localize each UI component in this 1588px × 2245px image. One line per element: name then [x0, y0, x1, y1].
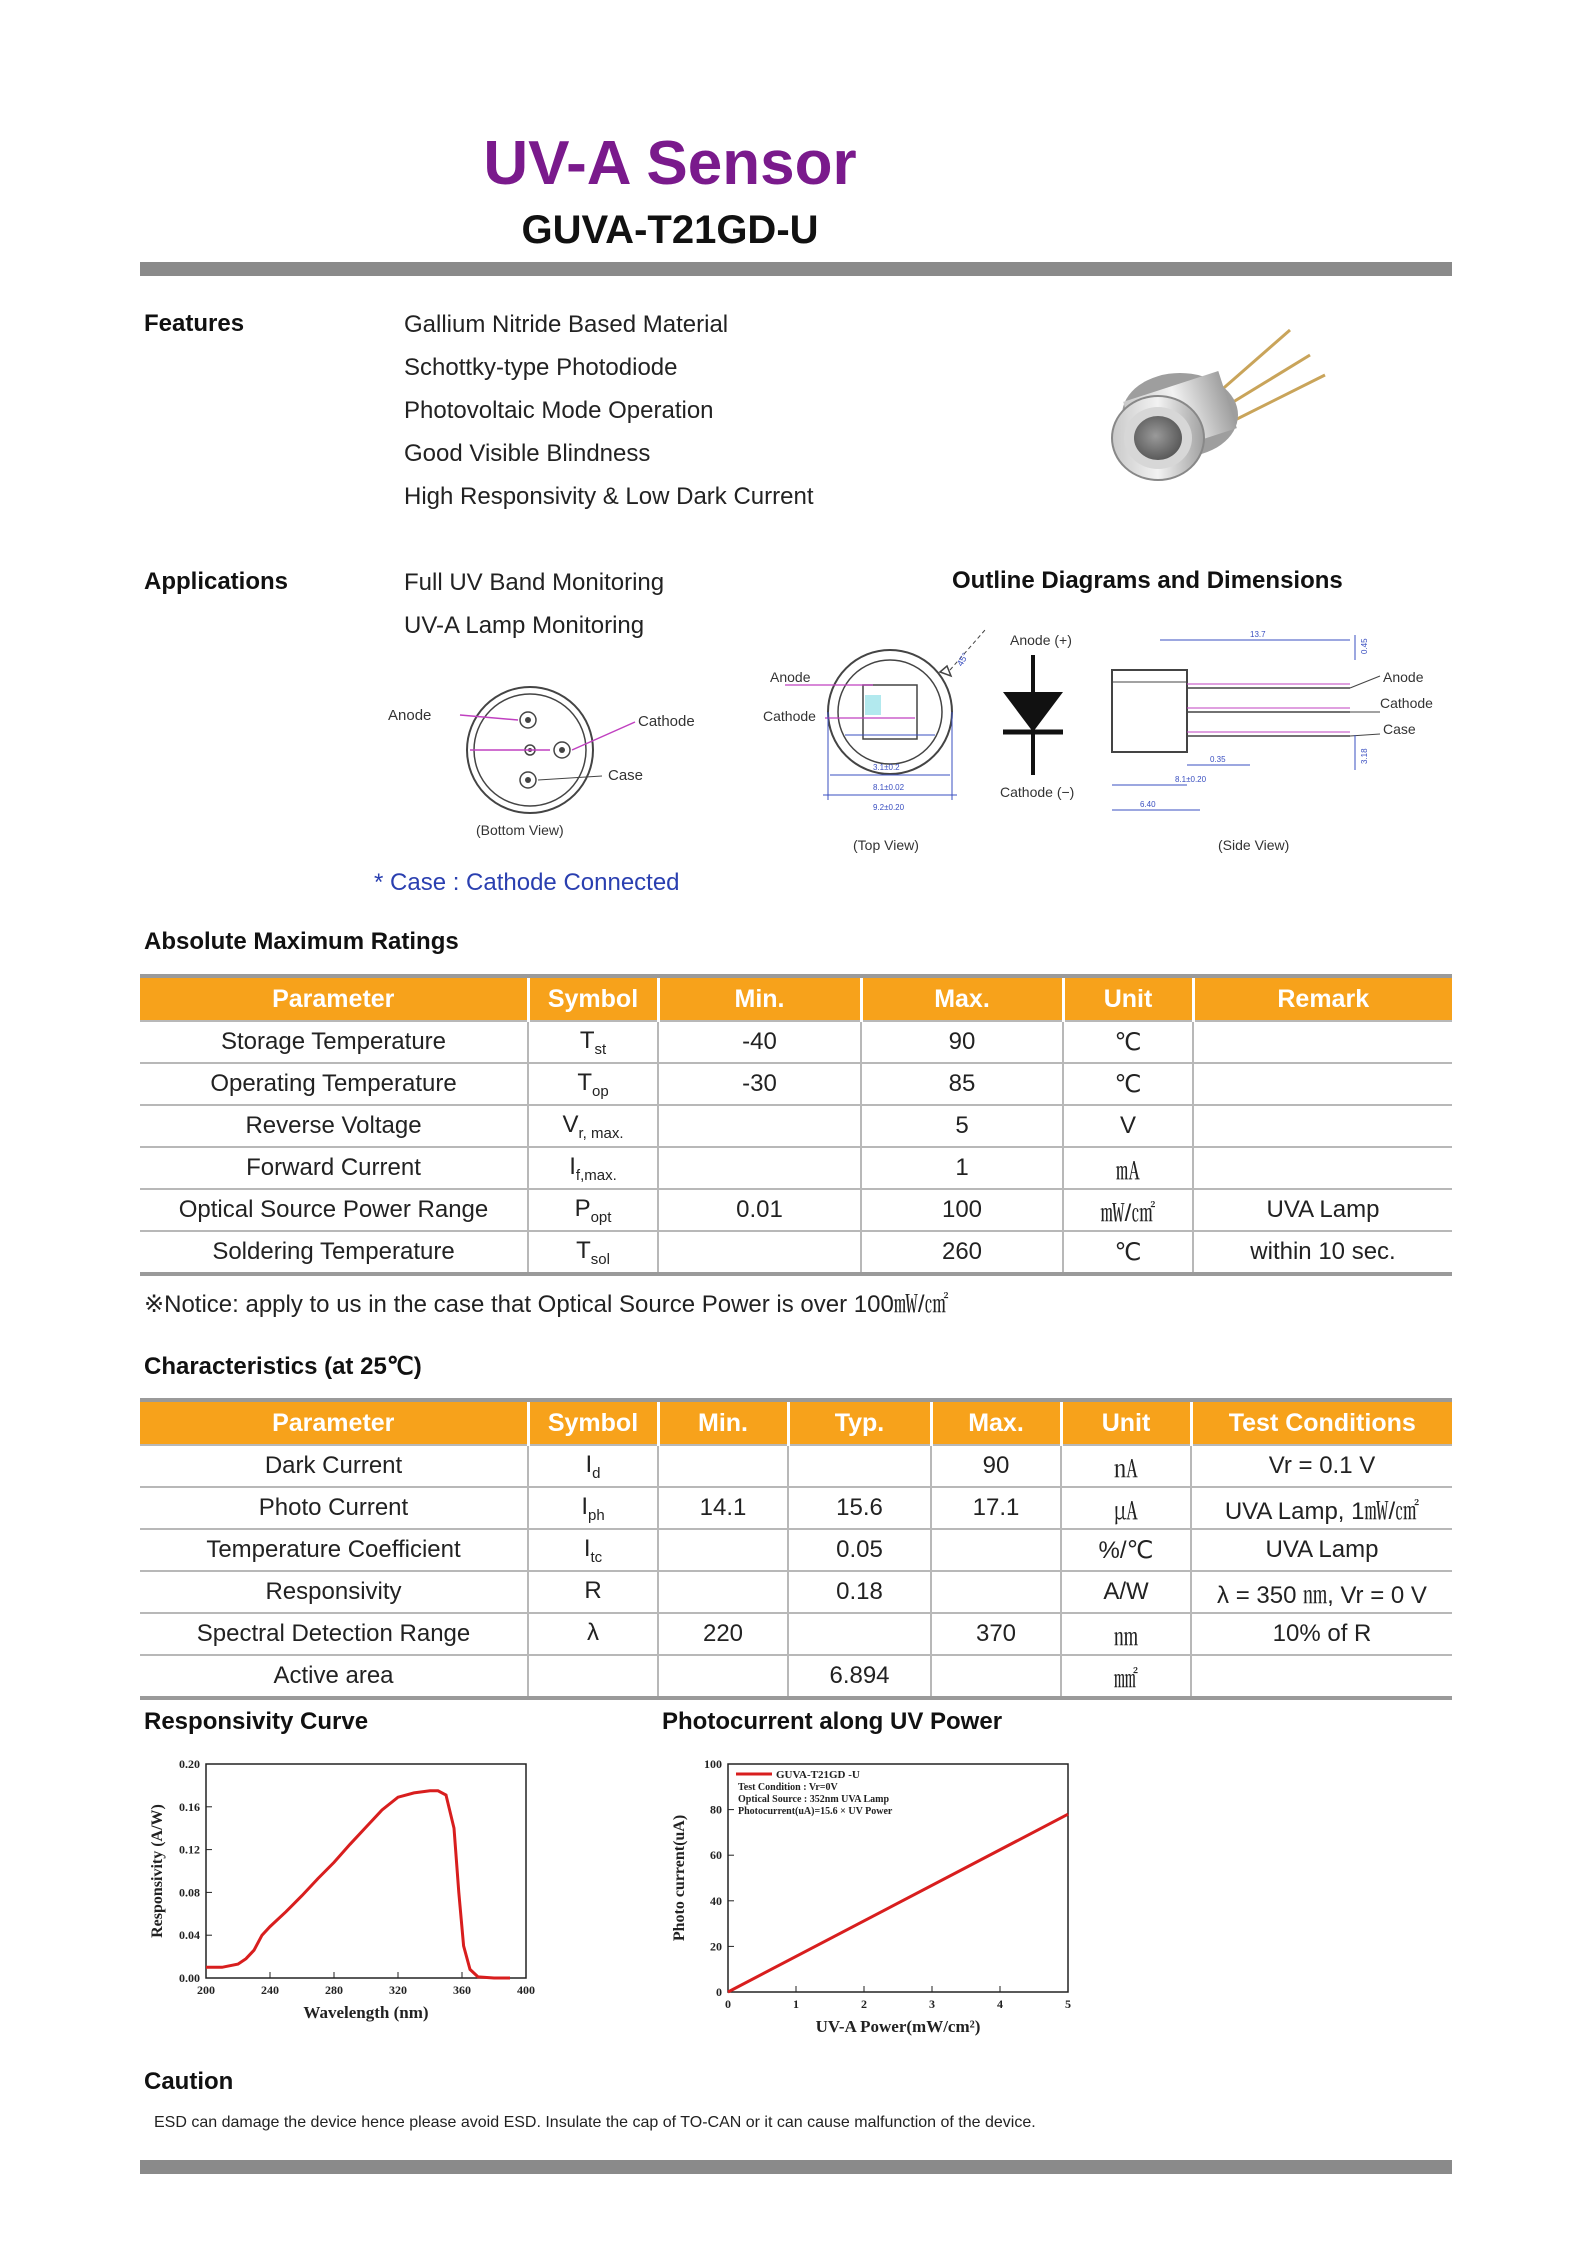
photocurrent-chart-title: Photocurrent along UV Power [662, 1708, 1003, 1735]
application-item: Full UV Band Monitoring [404, 569, 665, 596]
param-cell: Spectral Detection Range [140, 1613, 528, 1655]
symbol-cell: $T_{sol}$ [528, 1231, 658, 1274]
y-axis-label: Photo current(uA) [671, 1814, 688, 1942]
unit-cell: A/W [1061, 1571, 1191, 1613]
min-cell [658, 1147, 861, 1189]
table-row [140, 1231, 1452, 1274]
max-cell: 1 [861, 1147, 1063, 1189]
data-series-line [206, 1791, 510, 1978]
condition-cell: UVA Lamp [1191, 1529, 1452, 1571]
min-cell [658, 1231, 861, 1274]
symbol-cell: R [528, 1571, 658, 1613]
application-item: UV-A Lamp Monitoring [404, 612, 645, 639]
top-view-angle: 45° [954, 651, 971, 668]
max-cell: 17.1 [931, 1487, 1061, 1529]
diode-cathode-label: Cathode (−) [1000, 784, 1075, 800]
x-tick-label: 280 [325, 1983, 343, 1997]
param-cell: Temperature Coefficient [140, 1529, 528, 1571]
applications-list [404, 561, 664, 647]
max-cell [931, 1571, 1061, 1613]
unit-cell: ㎃ [1063, 1147, 1193, 1189]
symbol-cell: λ [528, 1613, 658, 1655]
condition-cell: 10% of R [1191, 1613, 1452, 1655]
min-cell [658, 1445, 788, 1487]
feature-item: High Responsivity & Low Dark Current [404, 483, 814, 510]
max-cell: 90 [931, 1445, 1061, 1487]
unit-cell: ℃ [1063, 1063, 1193, 1105]
condition-cell: λ = 350 ㎚, Vr = 0 V [1191, 1571, 1452, 1613]
y-tick-label: 100 [704, 1757, 722, 1771]
diode-anode-label: Anode (+) [1010, 632, 1072, 648]
side-dim-a: 0.45 [1360, 638, 1369, 654]
param-cell: Forward Current [140, 1147, 528, 1189]
unit-cell: %/℃ [1061, 1529, 1191, 1571]
column-header: Min. [658, 976, 861, 1021]
side-dim-b: 0.35 [1210, 755, 1226, 764]
param-cell: Optical Source Power Range [140, 1189, 528, 1231]
characteristics-title: Characteristics (at 25℃) [144, 1353, 422, 1380]
column-header: Unit [1063, 976, 1193, 1021]
feature-item: Photovoltaic Mode Operation [404, 397, 714, 424]
remark-cell [1193, 1021, 1452, 1063]
min-cell [658, 1655, 788, 1698]
y-tick-label: 0.04 [179, 1928, 200, 1943]
y-tick-label: 0.16 [179, 1799, 200, 1814]
x-tick-label: 200 [197, 1983, 215, 1997]
table-row [140, 1571, 1452, 1613]
y-tick-label: 40 [710, 1893, 722, 1908]
symbol-cell: $I_d$ [528, 1445, 658, 1487]
min-cell [658, 1529, 788, 1571]
legend-entry: Photocurrent(uA)=15.6 × UV Power [738, 1806, 893, 1817]
bottom-view-anode-label: Anode [388, 707, 432, 724]
param-cell: Dark Current [140, 1445, 528, 1487]
feature-item: Gallium Nitride Based Material [404, 311, 729, 338]
top-view-anode-label: Anode [770, 669, 811, 685]
typ-cell: 0.18 [788, 1571, 931, 1613]
photocurrent-chart [660, 1752, 1100, 2052]
x-tick-label: 3 [929, 1997, 935, 2011]
bottom-view-case-label: Case [608, 767, 644, 784]
max-cell: 5 [861, 1105, 1063, 1147]
param-cell: Responsivity [140, 1571, 528, 1613]
bottom-view-cathode-label: Cathode [638, 713, 695, 730]
x-tick-label: 0 [725, 1997, 731, 2011]
max-cell: 100 [861, 1189, 1063, 1231]
table-row [140, 1189, 1452, 1231]
unit-cell: ℃ [1063, 1021, 1193, 1063]
side-dim-c: 8.1±0.20 [1175, 775, 1207, 784]
side-view-cathode-label: Cathode [1380, 695, 1433, 711]
y-tick-label: 80 [710, 1802, 722, 1817]
symbol-cell: $T_{st}$ [528, 1021, 658, 1063]
column-header: Parameter [140, 1400, 528, 1445]
column-header: Typ. [788, 1400, 931, 1445]
column-header: Min. [658, 1400, 788, 1445]
applications-label: Applications [144, 568, 289, 595]
table-row [140, 1147, 1452, 1189]
typ-cell: 15.6 [788, 1487, 931, 1529]
x-tick-label: 4 [997, 1997, 1003, 2011]
symbol-cell: $T_{op}$ [528, 1063, 658, 1105]
top-view-diagram [755, 620, 995, 860]
symbol-cell: $I_{tc}$ [528, 1529, 658, 1571]
y-tick-label: 0 [716, 1985, 722, 1999]
min-cell: 220 [658, 1613, 788, 1655]
bottom-view-caption: (Bottom View) [476, 822, 564, 838]
x-tick-label: 240 [261, 1983, 279, 1997]
x-tick-label: 400 [517, 1983, 535, 1997]
symbol-cell: $I_{ph}$ [528, 1487, 658, 1529]
typ-cell [788, 1613, 931, 1655]
data-series-line [728, 1814, 1068, 1992]
x-tick-label: 2 [861, 1997, 867, 2011]
min-cell [658, 1105, 861, 1147]
max-cell: 85 [861, 1063, 1063, 1105]
bottom-divider [140, 2160, 1452, 2174]
abs-max-title: Absolute Maximum Ratings [144, 928, 459, 955]
y-tick-label: 60 [710, 1848, 722, 1863]
top-view-dim-1: 3.1±0.2 [873, 763, 900, 772]
unit-cell: ㎂ [1061, 1487, 1191, 1529]
side-view-diagram [1100, 620, 1460, 860]
caution-title: Caution [144, 2068, 234, 2095]
remark-cell [1193, 1063, 1452, 1105]
param-cell: Reverse Voltage [140, 1105, 528, 1147]
unit-cell: ㎁ [1061, 1445, 1191, 1487]
legend-entry: Optical Source : 352nm UVA Lamp [738, 1794, 890, 1805]
x-axis-label: Wavelength (nm) [303, 2003, 429, 2022]
y-tick-label: 0.00 [179, 1971, 200, 1985]
top-divider [140, 262, 1452, 276]
column-header: Unit [1061, 1400, 1191, 1445]
min-cell: 0.01 [658, 1189, 861, 1231]
min-cell: -40 [658, 1021, 861, 1063]
param-cell: Storage Temperature [140, 1021, 528, 1063]
column-header: Max. [931, 1400, 1061, 1445]
side-view-caption: (Side View) [1218, 837, 1290, 853]
responsivity-chart [140, 1752, 560, 2042]
top-view-dim-3: 9.2±0.20 [873, 803, 905, 812]
remark-cell: UVA Lamp [1193, 1189, 1452, 1231]
symbol-cell: $V_{r, max.}$ [528, 1105, 658, 1147]
column-header: Remark [1193, 976, 1452, 1021]
remark-cell: within 10 sec. [1193, 1231, 1452, 1274]
unit-cell: ㎚ [1061, 1613, 1191, 1655]
side-dim-e: 3.18 [1360, 748, 1369, 764]
typ-cell [788, 1445, 931, 1487]
table-row [140, 1613, 1452, 1655]
y-tick-label: 20 [710, 1939, 722, 1954]
column-header: Test Conditions [1191, 1400, 1452, 1445]
column-header: Symbol [528, 976, 658, 1021]
abs-max-table [140, 974, 1452, 1276]
max-cell [931, 1655, 1061, 1698]
x-tick-label: 1 [793, 1997, 799, 2011]
typ-cell: 0.05 [788, 1529, 931, 1571]
top-view-dim-2: 8.1±0.02 [873, 783, 905, 792]
bottom-view-diagram [380, 680, 720, 850]
legend-entry: GUVA-T21GD -U [776, 1769, 860, 1781]
side-view-anode-label: Anode [1383, 669, 1424, 685]
min-cell [658, 1571, 788, 1613]
side-dim-d: 6.40 [1140, 800, 1156, 809]
top-view-caption: (Top View) [853, 837, 919, 853]
y-axis-label: Responsivity (A/W) [149, 1804, 166, 1938]
characteristics-table [140, 1398, 1452, 1700]
table-row [140, 1445, 1452, 1487]
y-tick-label: 0.08 [179, 1885, 200, 1900]
side-dim-top: 13.7 [1250, 630, 1266, 639]
plot-frame [206, 1764, 526, 1978]
x-tick-label: 320 [389, 1983, 407, 1997]
typ-cell: 6.894 [788, 1655, 931, 1698]
outline-title: Outline Diagrams and Dimensions [952, 567, 1343, 594]
feature-item: Schottky-type Photodiode [404, 354, 678, 381]
legend-entry: Test Condition : Vr=0V [738, 1782, 838, 1793]
table-row [140, 1105, 1452, 1147]
param-cell: Operating Temperature [140, 1063, 528, 1105]
table-row [140, 1655, 1452, 1698]
responsivity-curve-title: Responsivity Curve [144, 1708, 369, 1735]
remark-cell [1193, 1105, 1452, 1147]
condition-cell: UVA Lamp, 1㎽/㎠ [1191, 1487, 1452, 1529]
max-cell: 260 [861, 1231, 1063, 1274]
table-row [140, 1021, 1452, 1063]
param-cell: Photo Current [140, 1487, 528, 1529]
min-cell: 14.1 [658, 1487, 788, 1529]
column-header: Max. [861, 976, 1063, 1021]
max-cell [931, 1529, 1061, 1571]
x-tick-label: 360 [453, 1983, 471, 1997]
table-row [140, 1487, 1452, 1529]
features-label: Features [144, 310, 245, 337]
y-tick-label: 0.12 [179, 1842, 200, 1857]
max-cell: 370 [931, 1613, 1061, 1655]
table-row [140, 1529, 1452, 1571]
symbol-cell: $P_{opt}$ [528, 1189, 658, 1231]
unit-cell: ㎽/㎠ [1063, 1189, 1193, 1231]
features-list [404, 303, 814, 518]
top-view-cathode-label: Cathode [763, 708, 816, 724]
column-header: Symbol [528, 1400, 658, 1445]
min-cell: -30 [658, 1063, 861, 1105]
x-tick-label: 5 [1065, 1997, 1071, 2011]
symbol-cell: $I_{f,max.}$ [528, 1147, 658, 1189]
unit-cell: V [1063, 1105, 1193, 1147]
symbol-cell [528, 1655, 658, 1698]
param-cell: Soldering Temperature [140, 1231, 528, 1274]
table-row [140, 1063, 1452, 1105]
side-view-case-label: Case [1383, 721, 1416, 737]
caution-text: ESD can damage the device hence please avoid ESD. Insulate the cap of TO-CAN or it can cause malfunction of the device. [154, 2114, 1036, 2131]
part-number: GUVA-T21GD-U [521, 208, 819, 252]
feature-item: Good Visible Blindness [404, 440, 651, 467]
abs-max-notice: ※Notice: apply to us in the case that Optical Source Power is over 100㎽/㎠ [144, 1291, 949, 1318]
condition-cell: Vr = 0.1 V [1191, 1445, 1452, 1487]
y-tick-label: 0.20 [179, 1757, 200, 1771]
case-note: * Case : Cathode Connected [374, 869, 680, 896]
unit-cell: ℃ [1063, 1231, 1193, 1274]
sensor-product-image [1060, 310, 1330, 510]
unit-cell: ㎟ [1061, 1655, 1191, 1698]
x-axis-label: UV-A Power(mW/cm²) [815, 2017, 981, 2036]
remark-cell [1193, 1147, 1452, 1189]
column-header: Parameter [140, 976, 528, 1021]
page-title: UV-A Sensor [483, 129, 857, 198]
param-cell: Active area [140, 1655, 528, 1698]
max-cell: 90 [861, 1021, 1063, 1063]
condition-cell [1191, 1655, 1452, 1698]
